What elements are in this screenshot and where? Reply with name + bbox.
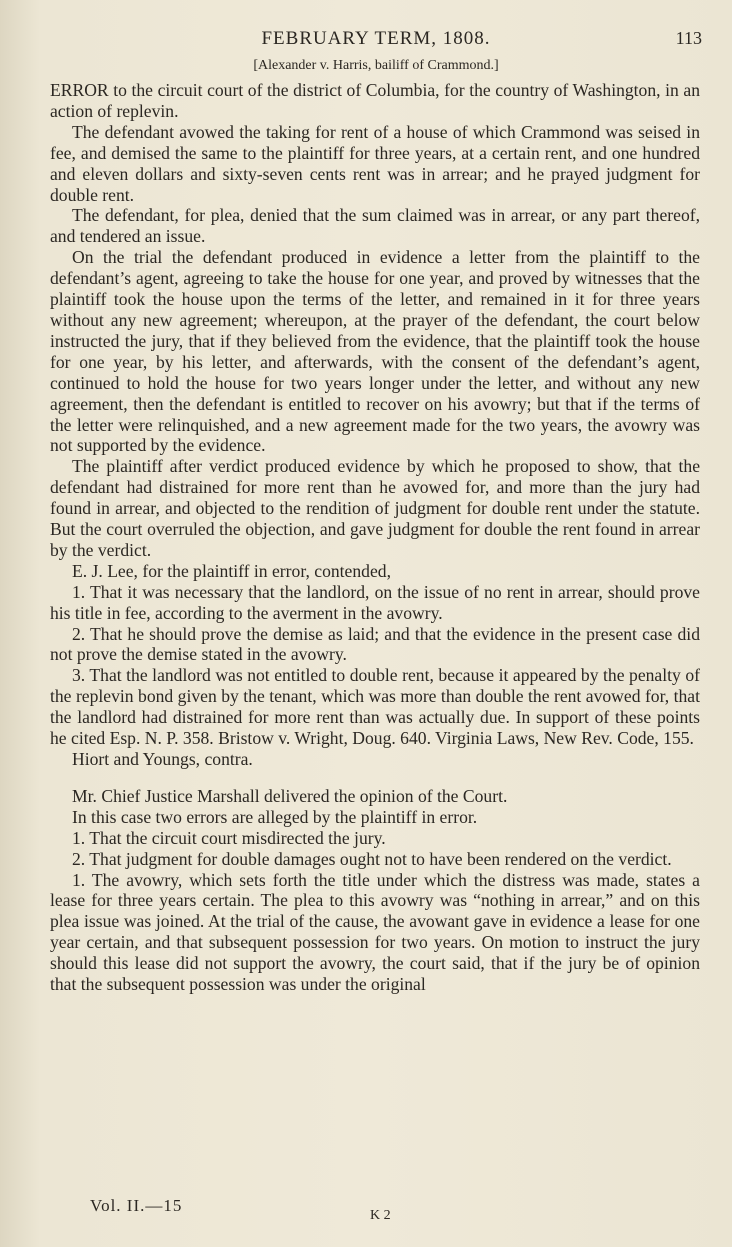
paragraph: 1. That it was necessary that the landlord, on the issue of no rent in arrear, should prove his title in fee, according to the averment in the avowry.: [50, 581, 700, 623]
running-head-title: FEBRUARY TERM, 1808.: [261, 28, 491, 49]
paragraph: The defendant avowed the taking for rent of a house of which Crammond was seised in fee, and demised the same to the plaintiff for three years, at a certain rent, and one hundred and eleven dollars and sixty-seven cents rent was in arrear; and he prayed judgment for double rent.: [50, 121, 700, 205]
paragraph: On the trial the defendant produced in evidence a letter from the plaintiff to the defendant’s agent, agreeing to take the house for one year, and proved by witnesses that the plaintiff took the house upon the terms of the letter, and remained in it for three years without any new agreement; whereupon, at the prayer of the defendant, the court below instructed the jury, that if they believed from the evidence, that the plaintiff took the house for one year, by his letter, and afterwards, with the consent of the defendant’s agent, continued to hold the house for two years longer under the letter, and without any new agreement, then the defendant is entitled to recover on his avowry; but that if the terms of the letter were relinquished, and a new agreement made for the two years, the avowry was not supported by the evidence.: [50, 247, 700, 456]
paragraph: E. J. Lee, for the plaintiff in error, contended,: [72, 560, 391, 581]
page-body: [50, 80, 700, 995]
opinion-intro: Mr. Chief Justice Marshall delivered the opinion of the Court.: [72, 785, 508, 806]
signature-mark: Vol. II.—15: [90, 1196, 183, 1215]
page-number: 113: [675, 28, 702, 48]
paragraph: 2. That judgment for double damages ought not to have been rendered on the verdict.: [72, 848, 672, 869]
paragraph: Hiort and Youngs, contra.: [72, 749, 253, 769]
paragraph: 1. The avowry, which sets forth the title under which the distress was made, states a lease for three years certain. The plea to this avowry was “nothing in arrear,” and on this plea issue was joined. At the trial of the cause, the avowant gave in evidence a lease for one year certain, and that subsequent possession for two years. On motion to instruct the jury should this lease did not support the avowry, the court said, that if the jury be of opinion that the subsequent possession was under the original: [50, 869, 700, 995]
paragraph: 1. That the circuit court misdirected the jury.: [72, 827, 386, 848]
paragraph: ERROR to the circuit court of the district of Columbia, for the country of Washington, in an action of replevin.: [50, 80, 700, 121]
paragraph: In this case two errors are alleged by the plaintiff in error.: [72, 806, 478, 827]
page-footer: [90, 1196, 702, 1226]
running-head: [50, 22, 702, 58]
paragraph: The defendant, for plea, denied that the sum claimed was in arrear, or any part thereof, and tendered an issue.: [50, 205, 700, 247]
sheet-mark: K 2: [370, 1208, 391, 1223]
case-caption: [Alexander v. Harris, bailiff of Crammond.]: [253, 58, 499, 73]
paragraph: The plaintiff after verdict produced evidence by which he proposed to show, that the defendant had distrained for more rent than he avowed for, and more than the jury had found in arrear, and objected to the rendition of judgment for double rent under the statute. But the court overruled the objection, and gave judgment for double the rent found in arrear by the verdict.: [50, 456, 700, 560]
paragraph: 2. That he should prove the demise as laid; and that the evidence in the present case did not prove the demise stated in the avowry.: [50, 623, 700, 665]
paragraph: 3. That the landlord was not entitled to double rent, because it appeared by the penalty of the replevin bond given by the tenant, which was more than double the rent avowed for, that the landlord had distrained for more rent than was actually due. In support of these points he cited Esp. N. P. 358. Bristow v. Wright, Doug. 640. Virginia Laws, New Rev. Code, 155.: [50, 665, 700, 749]
